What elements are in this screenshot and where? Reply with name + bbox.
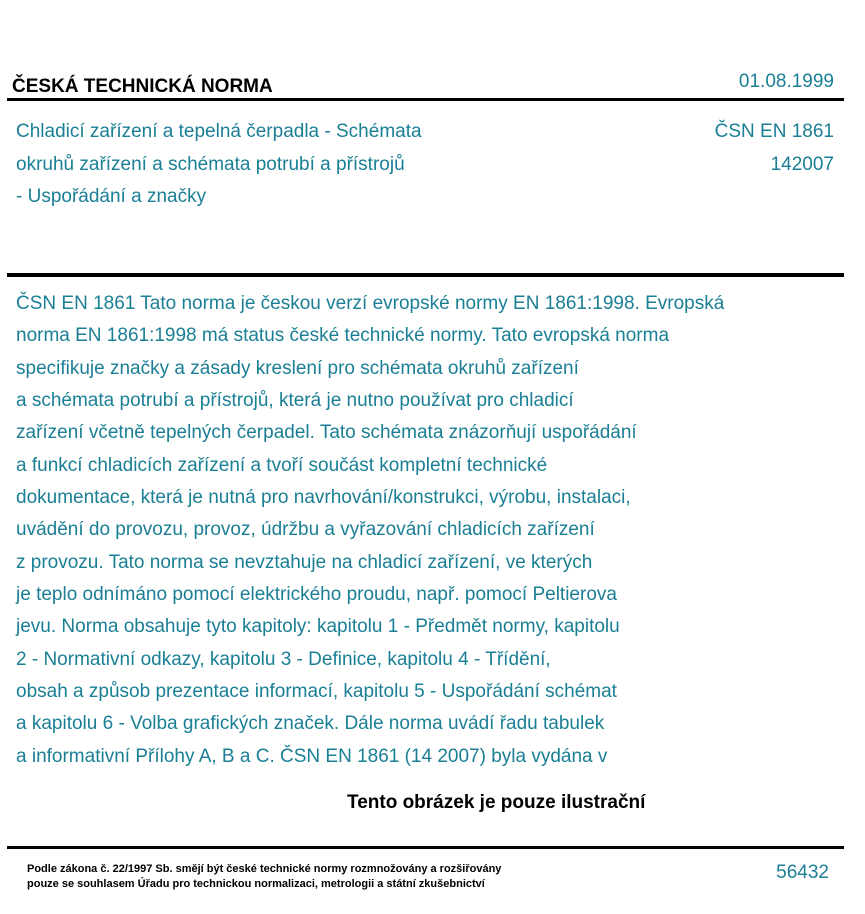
abstract-line: je teplo odnímáno pomocí elektrického proudu, např. pomocí Peltierova [16, 584, 617, 606]
issue-date: 01.08.1999 [738, 71, 834, 92]
abstract-line: z provozu. Tato norma se nevztahuje na chladicí zařízení, ve kterých [16, 551, 593, 573]
legal-line: Podle zákona č. 22/1997 Sb. smějí být české technické normy rozmnožovány a rozšiřovány [27, 863, 502, 875]
abstract-line: a informativní Přílohy A, B a C. ČSN EN 1861 (14 2007) byla vydána v [16, 745, 608, 767]
legal-notice [27, 862, 501, 892]
subject-line: - Uspořádání a značky [16, 186, 207, 207]
legal-line: pouze se souhlasem Úřadu pro technickou normalizaci, metrologii a státní zkušebnictví [27, 878, 485, 890]
abstract-line: obsah a způsob prezentace informací, kapitolu 5 - Uspořádání schémat [16, 681, 617, 703]
standard-subject [16, 116, 536, 214]
abstract-line: specifikuje značky a zásady kreslení pro schémata okruhů zařízení [16, 357, 579, 379]
standard-identifiers [715, 116, 834, 181]
abstract-line: jevu. Norma obsahuje tyto kapitoly: kapitolu 1 - Předmět normy, kapitolu [16, 616, 620, 638]
standard-designation: ČSN EN 1861 [714, 121, 834, 142]
abstract-line: a kapitolu 6 - Volba grafických značek. Dále norma uvádí řadu tabulek [16, 713, 605, 735]
abstract-line: zařízení včetně tepelných čerpadel. Tato schémata znázorňují uspořádání [16, 422, 637, 444]
abstract-text [16, 288, 724, 773]
abstract-line: norma EN 1861:1998 má status české technické normy. Tato evropská norma [16, 325, 670, 347]
classification-code: 142007 [770, 153, 834, 175]
abstract-line: a funkcí chladicích zařízení a tvoří součást kompletní technické [16, 454, 548, 476]
abstract-line: uvádění do provozu, provoz, údržbu a vyřazování chladicích zařízení [16, 519, 595, 541]
subject-line: okruhů zařízení a schémata potrubí a přístrojů [16, 153, 405, 175]
header-divider [7, 98, 844, 101]
section-divider [7, 273, 844, 277]
document-number: 56432 [776, 862, 829, 883]
abstract-line: a schémata potrubí a přístrojů, která je nutno používat pro chladicí [16, 390, 574, 412]
subject-line: Chladicí zařízení a tepelná čerpadla - Schémata [16, 121, 422, 142]
illustration-notice: Tento obrázek je pouze ilustrační [347, 792, 646, 813]
abstract-line: 2 - Normativní odkazy, kapitolu 3 - Definice, kapitolu 4 - Třídění, [16, 648, 551, 670]
document-type-title: ČESKÁ TECHNICKÁ NORMA [12, 76, 273, 97]
abstract-line: ČSN EN 1861 Tato norma je českou verzí evropské normy EN 1861:1998. Evropská [16, 293, 725, 314]
footer-divider [7, 846, 844, 849]
abstract-line: dokumentace, která je nutná pro navrhování/konstrukci, výrobu, instalaci, [16, 487, 631, 509]
